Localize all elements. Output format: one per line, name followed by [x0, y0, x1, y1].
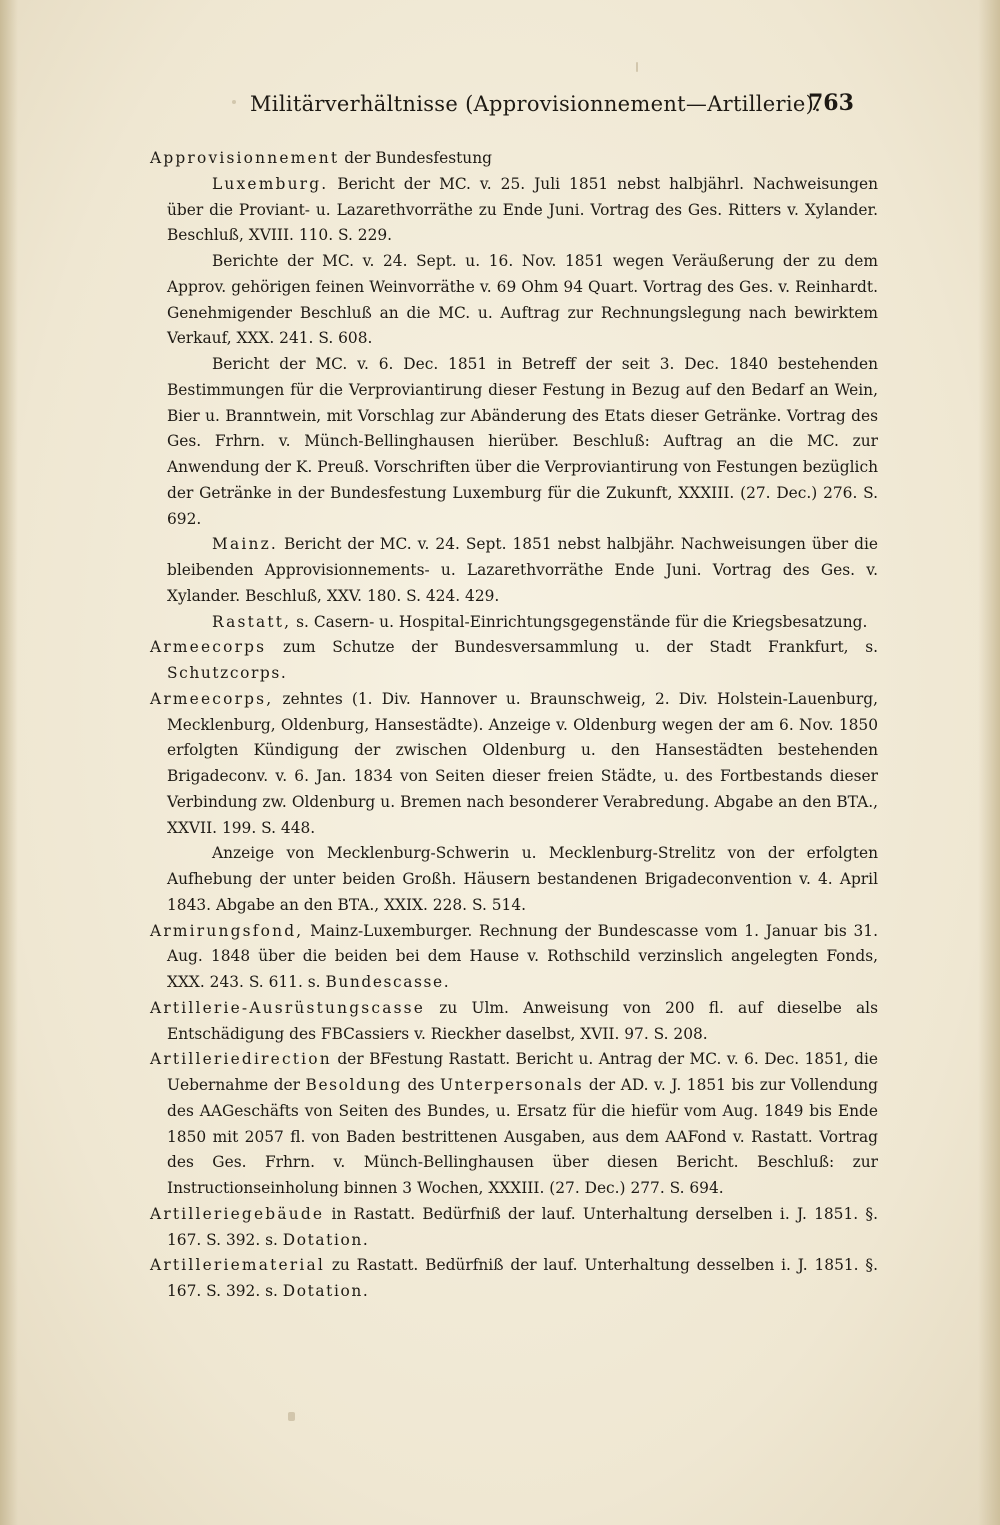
entry-artilleriegebaeude	[150, 1202, 878, 1254]
cross-reference: Dotation.	[282, 1230, 370, 1249]
cross-reference: Bundescasse.	[325, 973, 451, 991]
entry-armeecorps-zehntes	[150, 687, 878, 842]
subentry-text: Bericht der MC. v. 24. Sept. 1851 nebst halbjähr. Nachweisungen über die bleibenden Approvisionnements- u. Lazarethvorräthe Ende Juni. Vortrag des Ges. v. Xylander. Beschluß, XXV. 180. S. 424. 429.	[167, 535, 878, 605]
entry-text: der Bundesfestung	[344, 149, 492, 167]
entry-text: zu Rastatt. Bedürfniß der lauf. Unterhaltung desselben i. J. 1851. §. 167. S. 392. s.	[167, 1256, 878, 1300]
entry-text: zum Schutze der Bundesversammlung u. der Stadt Frankfurt, s.	[282, 638, 878, 657]
paper-speck	[636, 62, 638, 72]
page-number: 763	[808, 90, 854, 116]
entry-text: Mainz-Luxemburger. Rechnung der Bundescasse vom 1. Januar bis 31. Aug. 1848 über die beiden bei dem Hause v. Rothschild verzinslich angelegten Fonds, XXX. 243. S. 611. s.	[167, 921, 878, 991]
entry-keyword: Artilleriedirection	[150, 1050, 332, 1069]
subentry-keyword: Mainz.	[212, 535, 278, 554]
subentry-rastatt	[150, 610, 878, 636]
subentry-paragraph: Bericht der MC. v. 6. Dec. 1851 in Betreff der seit 3. Dec. 1840 bestehenden Bestimmungen für die Verproviantirung dieser Festung in Bezug auf den Bedarf an Wein, Bier u. Branntwein, mit Vorschlag zur Abänderung des Etats dieser Getränke. Vortrag des Ges. Frhrn. v. Münch-Bellinghausen hierüber. Beschluß: Auftrag an die MC. zur Anwendung der K. Preuß. Vorschriften über die Verproviantirung von Festungen bezüglich der Getränke in der Bundesfestung Luxemburg für die Zukunft, XXXIII. (27. Dec.) 276. S. 692.	[167, 355, 878, 528]
paper-speck	[232, 100, 236, 104]
entry-text: der AD. v. J. 1851 bis zur Vollendung des AAGeschäfts von Seiten des Bundes, u. Ersatz für die hiefür vom Aug. 1849 bis Ende 1850 mit 2057 fl. von Baden bestrittenen Ausgaben, aus dem AAFond v. Rastatt. Vortrag des Ges. Frhrn. v. Münch-Bellinghausen über diesen Bericht. Beschluß: zur Instructionseinholung binnen 3 Wochen, XXXIII. (27. Dec.) 277. S. 694.	[167, 1076, 878, 1197]
emphasized-term: Unterpersonals	[439, 1076, 584, 1094]
subentry-paragraph: Anzeige von Mecklenburg-Schwerin u. Mecklenburg-Strelitz von der erfolgten Aufhebung der unter beiden Großh. Häusern bestandenen Brigadeconvention v. 4. April 1843. Abgabe an den BTA., XXIX. 228. S. 514.	[167, 844, 878, 914]
subentry-keyword: Rastatt,	[212, 612, 292, 631]
left-page-edge	[0, 0, 18, 1525]
entry-approvisionnement	[150, 146, 878, 172]
entry-keyword: Artillerie-Ausrüstungscasse	[150, 998, 426, 1017]
emphasized-term: Besoldung	[305, 1076, 402, 1094]
entry-armeecorps-schutz	[150, 635, 878, 687]
entry-text: der BFestung Rastatt. Bericht u. Antrag der MC. v. 6. Dec. 1851, die Uebernahme der	[167, 1050, 878, 1094]
paper-speck	[288, 1412, 295, 1421]
running-head: Militärverhältnisse (Approvisionnement—Artillerie).	[250, 92, 822, 116]
entry-keyword: Artilleriegebäude	[150, 1204, 325, 1223]
entry-text: in Rastatt. Bedürfniß der lauf. Unterhaltung derselben i. J. 1851. §. 167. S. 392. s.	[167, 1204, 878, 1249]
subentry-mainz	[150, 532, 878, 609]
index-content	[150, 146, 878, 1305]
entry-text: zehntes (1. Div. Hannover u. Braunschweig, 2. Div. Holstein-Lauenburg, Mecklenburg, Oldenburg, Hansestädte). Anzeige v. Oldenburg wegen der am 6. Nov. 1850 erfolgten Kündigung der zwischen Oldenburg u. den Hansestädten bestehenden Brigadeconv. v. 6. Jan. 1834 von Seiten dieser freien Städte, u. des Fortbestands dieser Verbindung zw. Oldenburg u. Bremen nach besonderer Verabredung. Abgabe an den BTA., XXVII. 199. S. 448.	[167, 689, 878, 837]
cross-reference: Dotation.	[282, 1282, 370, 1300]
entry-keyword: Armeecorps,	[150, 689, 274, 708]
entry-keyword: Artilleriematerial	[150, 1256, 325, 1275]
entry-text: zu Ulm. Anweisung von 200 fl. auf dieselbe als Entschädigung des FBCassiers v. Rieckher daselbst, XVII. 97. S. 208.	[167, 998, 878, 1043]
cross-reference: Schutzcorps.	[167, 664, 288, 682]
subentry-keyword: Luxemburg.	[212, 174, 329, 193]
entry-text: des	[407, 1076, 435, 1094]
subentry-paragraph: Berichte der MC. v. 24. Sept. u. 16. Nov. 1851 wegen Veräußerung der zu dem Approv. gehörigen feinen Weinvorräthe v. 69 Ohm 94 Quart. Vortrag des Ges. v. Reinhardt. Genehmigender Beschluß an die MC. u. Auftrag zur Rechnungslegung nach bewirktem Verkauf, XXX. 241. S. 608.	[167, 252, 878, 348]
entry-armirungsfond	[150, 919, 878, 996]
entry-artilleriedirection	[150, 1047, 878, 1202]
subentry-luxemburg	[150, 172, 878, 249]
subentry-text: Bericht der MC. v. 25. Juli 1851 nebst halbjährl. Nachweisungen über die Proviant- u. Lazarethvorräthe zu Ende Juni. Vortrag des Ges. Ritters v. Xylander. Beschluß, XVIII. 110. S. 229.	[167, 174, 878, 245]
right-page-edge	[978, 0, 1000, 1525]
entry-artillerie-ausruestungscasse	[150, 996, 878, 1048]
entry-artilleriematerial	[150, 1253, 878, 1305]
entry-keyword: Armeecorps	[150, 638, 267, 657]
subentry-text: s. Casern- u. Hospital-Einrichtungsgegenstände für die Kriegsbesatzung.	[296, 612, 868, 631]
entry-keyword: Approvisionnement	[150, 149, 340, 167]
entry-keyword: Armirungsfond,	[150, 921, 304, 940]
